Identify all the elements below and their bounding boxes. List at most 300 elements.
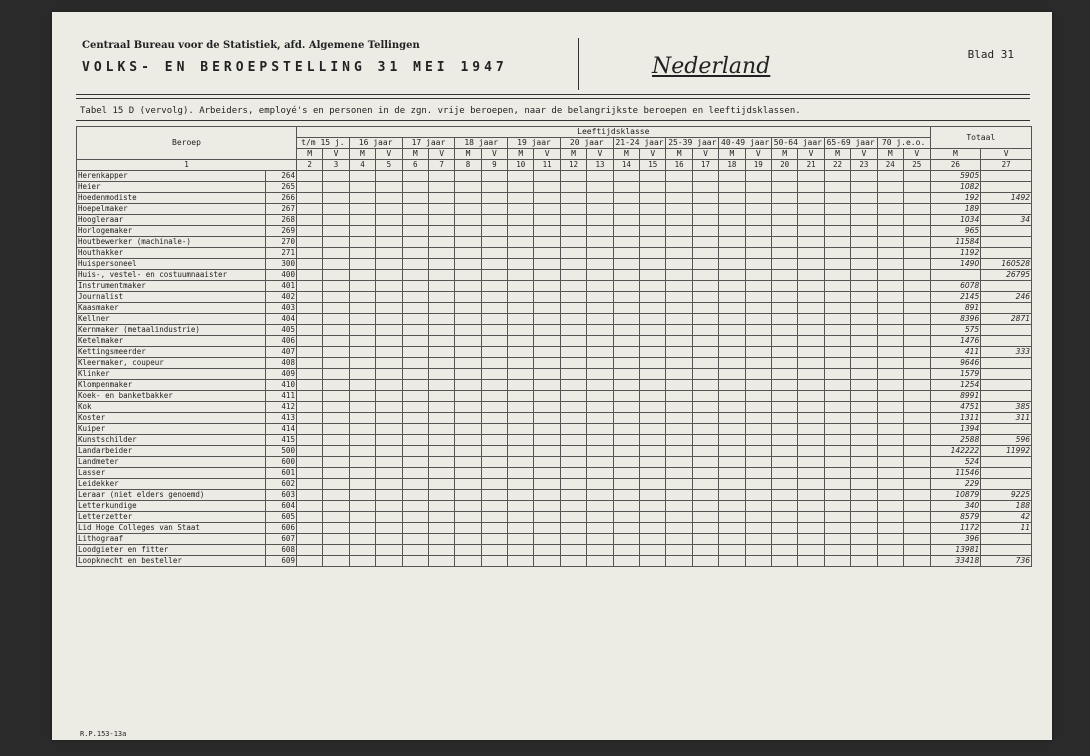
age-count-cell bbox=[402, 314, 428, 325]
age-count-cell bbox=[481, 424, 507, 435]
age-count-cell bbox=[640, 171, 666, 182]
occupation-code: 606 bbox=[266, 523, 297, 534]
age-count-cell bbox=[508, 512, 534, 523]
age-count-cell bbox=[640, 402, 666, 413]
age-count-cell bbox=[376, 534, 402, 545]
age-count-cell bbox=[877, 303, 903, 314]
age-count-cell bbox=[349, 468, 375, 479]
column-number: 24 bbox=[877, 160, 903, 171]
age-count-cell bbox=[824, 457, 850, 468]
beroep-header: Beroep bbox=[77, 127, 297, 160]
age-count-cell bbox=[455, 512, 481, 523]
age-count-cell bbox=[349, 182, 375, 193]
table-row bbox=[77, 270, 1032, 281]
age-count-cell bbox=[402, 556, 428, 567]
age-count-cell bbox=[824, 534, 850, 545]
age-count-cell bbox=[772, 413, 798, 424]
age-count-cell bbox=[323, 292, 349, 303]
age-count-cell bbox=[745, 413, 771, 424]
age-count-cell bbox=[692, 413, 718, 424]
age-count-cell bbox=[428, 369, 454, 380]
age-count-cell bbox=[508, 237, 534, 248]
occupation-code: 269 bbox=[266, 226, 297, 237]
age-count-cell bbox=[560, 424, 586, 435]
age-count-cell bbox=[745, 281, 771, 292]
age-count-cell bbox=[903, 556, 930, 567]
age-count-cell bbox=[560, 226, 586, 237]
age-count-cell bbox=[692, 369, 718, 380]
age-count-cell bbox=[692, 501, 718, 512]
age-count-cell bbox=[903, 391, 930, 402]
age-count-cell bbox=[428, 171, 454, 182]
age-count-cell bbox=[640, 347, 666, 358]
age-count-cell bbox=[877, 237, 903, 248]
table-row bbox=[77, 358, 1032, 369]
age-count-cell bbox=[481, 468, 507, 479]
age-count-cell bbox=[534, 259, 560, 270]
age-count-cell bbox=[877, 292, 903, 303]
age-count-cell bbox=[666, 226, 692, 237]
age-count-cell bbox=[692, 512, 718, 523]
age-count-cell bbox=[719, 215, 745, 226]
age-count-cell bbox=[349, 215, 375, 226]
age-count-cell bbox=[349, 556, 375, 567]
age-count-cell bbox=[376, 435, 402, 446]
table-row bbox=[77, 490, 1032, 501]
age-count-cell bbox=[903, 193, 930, 204]
age-count-cell bbox=[481, 402, 507, 413]
age-count-cell bbox=[772, 325, 798, 336]
age-count-cell bbox=[745, 435, 771, 446]
sex-header-v: V bbox=[692, 149, 718, 160]
occupation-code: 408 bbox=[266, 358, 297, 369]
age-count-cell bbox=[824, 413, 850, 424]
form-code: R.P.153-13a bbox=[80, 730, 127, 738]
age-count-cell bbox=[719, 512, 745, 523]
occupation-name: Letterzetter bbox=[77, 512, 266, 523]
age-count-cell bbox=[296, 391, 322, 402]
age-count-cell bbox=[877, 556, 903, 567]
age-count-cell bbox=[613, 303, 639, 314]
age-count-cell bbox=[877, 204, 903, 215]
age-count-cell bbox=[481, 391, 507, 402]
age-count-cell bbox=[640, 435, 666, 446]
age-count-cell bbox=[508, 369, 534, 380]
age-count-cell bbox=[376, 303, 402, 314]
total-female bbox=[981, 468, 1032, 479]
age-count-cell bbox=[428, 259, 454, 270]
age-count-cell bbox=[508, 490, 534, 501]
age-count-cell bbox=[640, 468, 666, 479]
age-count-cell bbox=[877, 259, 903, 270]
age-count-cell bbox=[560, 336, 586, 347]
age-count-cell bbox=[481, 556, 507, 567]
age-count-cell bbox=[613, 325, 639, 336]
age-count-cell bbox=[613, 182, 639, 193]
age-count-cell bbox=[323, 501, 349, 512]
age-count-cell bbox=[560, 523, 586, 534]
age-count-cell bbox=[719, 336, 745, 347]
age-count-cell bbox=[640, 512, 666, 523]
age-count-cell bbox=[692, 336, 718, 347]
age-count-cell bbox=[613, 193, 639, 204]
age-count-cell bbox=[666, 545, 692, 556]
age-count-cell bbox=[428, 358, 454, 369]
age-count-cell bbox=[640, 534, 666, 545]
age-count-cell bbox=[851, 248, 877, 259]
age-count-cell bbox=[508, 204, 534, 215]
age-count-cell bbox=[349, 424, 375, 435]
age-count-cell bbox=[323, 325, 349, 336]
age-count-cell bbox=[296, 193, 322, 204]
age-count-cell bbox=[719, 226, 745, 237]
age-count-cell bbox=[534, 325, 560, 336]
age-count-cell bbox=[666, 534, 692, 545]
age-count-cell bbox=[613, 468, 639, 479]
age-count-cell bbox=[692, 457, 718, 468]
table-row bbox=[77, 424, 1032, 435]
age-count-cell bbox=[824, 523, 850, 534]
age-count-cell bbox=[851, 259, 877, 270]
age-count-cell bbox=[851, 490, 877, 501]
age-count-cell bbox=[692, 347, 718, 358]
age-count-cell bbox=[508, 402, 534, 413]
age-count-cell bbox=[719, 435, 745, 446]
age-count-cell bbox=[323, 556, 349, 567]
column-number: 11 bbox=[534, 160, 560, 171]
age-count-cell bbox=[508, 303, 534, 314]
age-count-cell bbox=[455, 446, 481, 457]
age-count-cell bbox=[296, 259, 322, 270]
age-count-cell bbox=[560, 501, 586, 512]
occupation-code: 414 bbox=[266, 424, 297, 435]
age-count-cell bbox=[851, 270, 877, 281]
age-count-cell bbox=[296, 237, 322, 248]
age-count-cell bbox=[323, 215, 349, 226]
age-count-cell bbox=[877, 512, 903, 523]
age-count-cell bbox=[402, 204, 428, 215]
age-group-header: 50-64 jaar bbox=[772, 138, 825, 149]
age-count-cell bbox=[719, 237, 745, 248]
age-count-cell bbox=[851, 336, 877, 347]
table-row bbox=[77, 325, 1032, 336]
occupation-name: Koek- en banketbakker bbox=[77, 391, 266, 402]
age-count-cell bbox=[508, 391, 534, 402]
age-count-cell bbox=[508, 336, 534, 347]
total-female bbox=[981, 391, 1032, 402]
age-count-cell bbox=[323, 380, 349, 391]
age-count-cell bbox=[798, 490, 824, 501]
column-number: 15 bbox=[640, 160, 666, 171]
age-count-cell bbox=[323, 413, 349, 424]
age-count-cell bbox=[376, 182, 402, 193]
age-count-cell bbox=[587, 424, 613, 435]
age-count-cell bbox=[824, 270, 850, 281]
age-count-cell bbox=[587, 204, 613, 215]
age-count-cell bbox=[534, 479, 560, 490]
age-count-cell bbox=[745, 347, 771, 358]
total-male: 9646 bbox=[930, 358, 981, 369]
age-count-cell bbox=[824, 468, 850, 479]
age-count-cell bbox=[613, 402, 639, 413]
age-count-cell bbox=[719, 380, 745, 391]
sex-header-m: M bbox=[824, 149, 850, 160]
age-count-cell bbox=[323, 336, 349, 347]
age-count-cell bbox=[613, 259, 639, 270]
age-count-cell bbox=[349, 512, 375, 523]
age-count-cell bbox=[692, 534, 718, 545]
age-count-cell bbox=[903, 182, 930, 193]
age-count-cell bbox=[587, 479, 613, 490]
age-count-cell bbox=[508, 171, 534, 182]
total-male: 142222 bbox=[930, 446, 981, 457]
sex-header-v: V bbox=[851, 149, 877, 160]
age-count-cell bbox=[323, 358, 349, 369]
table-row bbox=[77, 402, 1032, 413]
occupation-name: Landarbeider bbox=[77, 446, 266, 457]
age-count-cell bbox=[376, 204, 402, 215]
age-count-cell bbox=[508, 501, 534, 512]
age-count-cell bbox=[640, 182, 666, 193]
age-class-header: Leeftijdsklasse bbox=[296, 127, 930, 138]
age-count-cell bbox=[851, 479, 877, 490]
age-count-cell bbox=[772, 215, 798, 226]
total-male: 891 bbox=[930, 303, 981, 314]
bureau-name: Centraal Bureau voor de Statistiek, afd. Algemene Tellingen bbox=[82, 40, 420, 51]
column-number: 19 bbox=[745, 160, 771, 171]
age-count-cell bbox=[877, 402, 903, 413]
age-count-cell bbox=[824, 435, 850, 446]
age-count-cell bbox=[560, 457, 586, 468]
age-count-cell bbox=[745, 303, 771, 314]
age-count-cell bbox=[587, 391, 613, 402]
age-count-cell bbox=[296, 501, 322, 512]
total-male: 8991 bbox=[930, 391, 981, 402]
age-count-cell bbox=[692, 402, 718, 413]
age-count-cell bbox=[349, 490, 375, 501]
sex-header-v: V bbox=[323, 149, 349, 160]
age-count-cell bbox=[692, 270, 718, 281]
total-female bbox=[981, 479, 1032, 490]
age-count-cell bbox=[666, 270, 692, 281]
age-count-cell bbox=[534, 226, 560, 237]
age-count-cell bbox=[640, 358, 666, 369]
age-count-cell bbox=[402, 380, 428, 391]
age-count-cell bbox=[560, 358, 586, 369]
age-count-cell bbox=[798, 457, 824, 468]
total-female bbox=[981, 171, 1032, 182]
age-count-cell bbox=[851, 435, 877, 446]
age-count-cell bbox=[534, 468, 560, 479]
age-count-cell bbox=[560, 259, 586, 270]
age-count-cell bbox=[772, 182, 798, 193]
occupation-name: Kernmaker (metaalindustrie) bbox=[77, 325, 266, 336]
age-count-cell bbox=[323, 446, 349, 457]
age-count-cell bbox=[376, 369, 402, 380]
column-number: 20 bbox=[772, 160, 798, 171]
age-count-cell bbox=[903, 314, 930, 325]
age-count-cell bbox=[640, 380, 666, 391]
age-count-cell bbox=[587, 182, 613, 193]
occupation-name: Kettingsmeerder bbox=[77, 347, 266, 358]
total-male: 5905 bbox=[930, 171, 981, 182]
age-count-cell bbox=[534, 237, 560, 248]
age-count-cell bbox=[481, 369, 507, 380]
age-count-cell bbox=[534, 523, 560, 534]
age-count-cell bbox=[587, 292, 613, 303]
total-female: 11 bbox=[981, 523, 1032, 534]
age-count-cell bbox=[534, 270, 560, 281]
age-count-cell bbox=[481, 347, 507, 358]
age-count-cell bbox=[692, 193, 718, 204]
occupation-code: 604 bbox=[266, 501, 297, 512]
age-count-cell bbox=[640, 237, 666, 248]
age-count-cell bbox=[798, 281, 824, 292]
age-count-cell bbox=[455, 281, 481, 292]
occupation-name: Kellner bbox=[77, 314, 266, 325]
age-count-cell bbox=[349, 193, 375, 204]
age-count-cell bbox=[455, 479, 481, 490]
age-count-cell bbox=[824, 204, 850, 215]
total-male: 13981 bbox=[930, 545, 981, 556]
age-count-cell bbox=[877, 226, 903, 237]
total-male: 33418 bbox=[930, 556, 981, 567]
age-count-cell bbox=[613, 413, 639, 424]
age-count-cell bbox=[455, 380, 481, 391]
table-row bbox=[77, 545, 1032, 556]
age-count-cell bbox=[323, 490, 349, 501]
age-count-cell bbox=[481, 193, 507, 204]
age-count-cell bbox=[534, 446, 560, 457]
age-count-cell bbox=[877, 314, 903, 325]
age-count-cell bbox=[560, 435, 586, 446]
age-count-cell bbox=[692, 171, 718, 182]
age-count-cell bbox=[428, 182, 454, 193]
age-count-cell bbox=[719, 270, 745, 281]
total-female bbox=[981, 457, 1032, 468]
occupation-name: Landmeter bbox=[77, 457, 266, 468]
age-count-cell bbox=[798, 446, 824, 457]
age-count-cell bbox=[376, 413, 402, 424]
sex-header-m: M bbox=[930, 149, 981, 160]
age-count-cell bbox=[402, 336, 428, 347]
age-count-cell bbox=[719, 402, 745, 413]
age-count-cell bbox=[455, 457, 481, 468]
age-count-cell bbox=[534, 545, 560, 556]
age-count-cell bbox=[772, 468, 798, 479]
age-count-cell bbox=[851, 171, 877, 182]
age-count-cell bbox=[640, 325, 666, 336]
total-female bbox=[981, 545, 1032, 556]
caption-rule bbox=[76, 120, 1030, 121]
age-count-cell bbox=[428, 468, 454, 479]
age-count-cell bbox=[692, 248, 718, 259]
age-count-cell bbox=[323, 512, 349, 523]
age-count-cell bbox=[666, 413, 692, 424]
age-count-cell bbox=[587, 457, 613, 468]
table-row bbox=[77, 171, 1032, 182]
total-female: 2871 bbox=[981, 314, 1032, 325]
age-count-cell bbox=[534, 358, 560, 369]
age-count-cell bbox=[349, 413, 375, 424]
age-count-cell bbox=[376, 325, 402, 336]
age-count-cell bbox=[903, 446, 930, 457]
age-count-cell bbox=[877, 479, 903, 490]
total-female: 596 bbox=[981, 435, 1032, 446]
age-count-cell bbox=[851, 468, 877, 479]
age-count-cell bbox=[745, 336, 771, 347]
occupation-code: 402 bbox=[266, 292, 297, 303]
age-count-cell bbox=[745, 369, 771, 380]
age-count-cell bbox=[798, 380, 824, 391]
age-count-cell bbox=[428, 380, 454, 391]
age-count-cell bbox=[640, 248, 666, 259]
age-count-cell bbox=[613, 490, 639, 501]
age-count-cell bbox=[877, 490, 903, 501]
age-count-cell bbox=[587, 193, 613, 204]
age-count-cell bbox=[798, 270, 824, 281]
column-number: 2 bbox=[296, 160, 322, 171]
age-count-cell bbox=[903, 248, 930, 259]
age-count-cell bbox=[824, 314, 850, 325]
age-count-cell bbox=[851, 215, 877, 226]
age-count-cell bbox=[640, 545, 666, 556]
age-count-cell bbox=[666, 402, 692, 413]
age-count-cell bbox=[349, 292, 375, 303]
age-count-cell bbox=[772, 259, 798, 270]
total-female: 9225 bbox=[981, 490, 1032, 501]
age-count-cell bbox=[719, 171, 745, 182]
age-count-cell bbox=[560, 369, 586, 380]
age-count-cell bbox=[402, 402, 428, 413]
occupation-code: 605 bbox=[266, 512, 297, 523]
age-count-cell bbox=[745, 468, 771, 479]
age-count-cell bbox=[323, 237, 349, 248]
total-male: 11584 bbox=[930, 237, 981, 248]
age-count-cell bbox=[692, 380, 718, 391]
total-male: 1476 bbox=[930, 336, 981, 347]
age-count-cell bbox=[772, 490, 798, 501]
age-count-cell bbox=[534, 512, 560, 523]
age-count-cell bbox=[481, 215, 507, 226]
age-count-cell bbox=[455, 204, 481, 215]
age-count-cell bbox=[824, 292, 850, 303]
age-count-cell bbox=[534, 215, 560, 226]
age-count-cell bbox=[719, 523, 745, 534]
occupation-code: 401 bbox=[266, 281, 297, 292]
age-count-cell bbox=[402, 171, 428, 182]
age-count-cell bbox=[296, 248, 322, 259]
age-count-cell bbox=[745, 534, 771, 545]
age-count-cell bbox=[798, 193, 824, 204]
sex-header-m: M bbox=[455, 149, 481, 160]
age-count-cell bbox=[719, 193, 745, 204]
age-count-cell bbox=[508, 270, 534, 281]
age-count-cell bbox=[666, 457, 692, 468]
age-count-cell bbox=[349, 281, 375, 292]
age-count-cell bbox=[798, 347, 824, 358]
column-number: 22 bbox=[824, 160, 850, 171]
age-count-cell bbox=[719, 314, 745, 325]
age-count-cell bbox=[481, 259, 507, 270]
age-count-cell bbox=[296, 182, 322, 193]
age-count-cell bbox=[534, 182, 560, 193]
occupation-name: Ketelmaker bbox=[77, 336, 266, 347]
age-count-cell bbox=[745, 380, 771, 391]
age-count-cell bbox=[798, 512, 824, 523]
age-count-cell bbox=[587, 380, 613, 391]
age-count-cell bbox=[772, 534, 798, 545]
